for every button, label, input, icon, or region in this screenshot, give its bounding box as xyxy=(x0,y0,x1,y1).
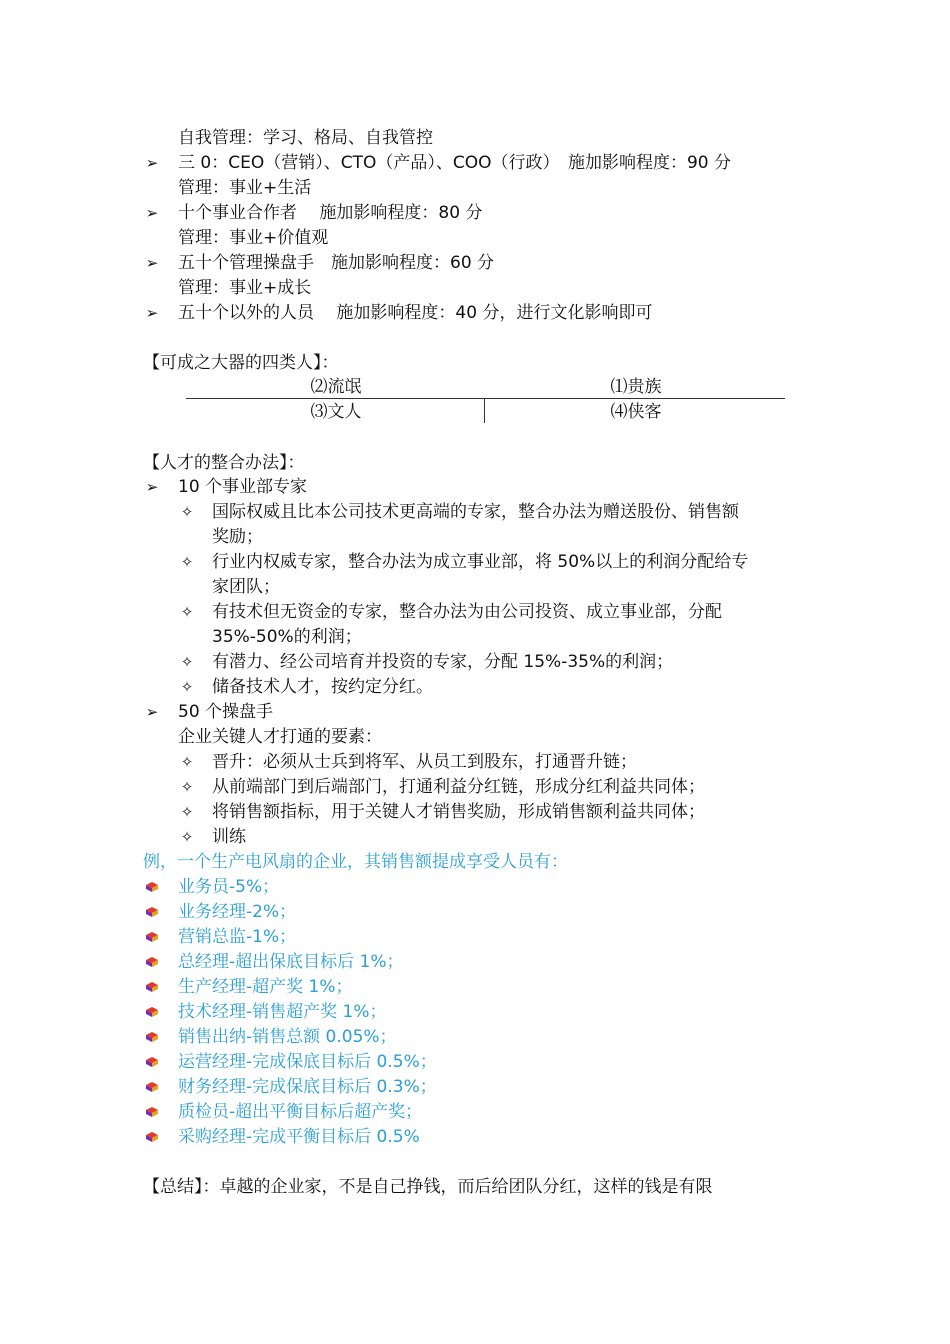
book-bullet-icon xyxy=(145,1131,159,1143)
example-item: 业务员-5%； xyxy=(178,877,280,897)
text-line: 自我管理：学习、格局、自我管控 xyxy=(178,128,433,148)
book-bullet-icon xyxy=(145,981,159,993)
example-item: 销售出纳-销售总额 0.05%； xyxy=(178,1027,397,1047)
book-bullet-icon xyxy=(145,881,159,893)
book-bullet-icon xyxy=(145,1106,159,1118)
table-cell: ⑵流氓 xyxy=(310,377,362,397)
book-bullet-icon xyxy=(145,1006,159,1018)
list-item-cont: 奖励； xyxy=(212,527,263,547)
book-bullet-icon xyxy=(145,1031,159,1043)
example-item: 营销总监-1%； xyxy=(178,927,297,947)
list-item: 50 个操盘手 xyxy=(178,702,274,722)
diamond-bullet-icon: ✧ xyxy=(180,503,194,521)
list-item: 晋升：必须从士兵到将军、从员工到股东，打通晋升链； xyxy=(212,752,637,772)
list-item: 三 0：CEO（营销）、CTO（产品）、COO（行政） 施加影响程度：90 分 xyxy=(178,153,732,173)
list-item: 国际权威且比本公司技术更高端的专家，整合办法为赠送股份、销售额 xyxy=(212,502,739,522)
example-item: 质检员-超出平衡目标后超产奖； xyxy=(178,1102,423,1122)
book-bullet-icon xyxy=(145,1081,159,1093)
list-item: 储备技术人才，按约定分红。 xyxy=(212,677,433,697)
table-cell: ⑶文人 xyxy=(310,402,362,422)
book-bullet-icon xyxy=(145,931,159,943)
section-heading: 【人才的整合办法】： xyxy=(143,453,305,473)
arrow-bullet-icon: ➢ xyxy=(145,254,159,272)
example-item: 技术经理-销售超产奖 1%； xyxy=(178,1002,387,1022)
list-item: 十个事业合作者 施加影响程度：80 分 xyxy=(178,203,483,223)
book-bullet-icon xyxy=(145,956,159,968)
list-item-sub: 管理：事业+价值观 xyxy=(178,228,329,248)
table-divider xyxy=(186,398,785,399)
list-item-cont: 家团队； xyxy=(212,577,280,597)
diamond-bullet-icon: ✧ xyxy=(180,828,194,846)
table-cell: ⑷侠客 xyxy=(610,402,662,422)
list-item-cont: 35%-50%的利润； xyxy=(212,627,362,647)
example-item: 运营经理-完成保底目标后 0.5%； xyxy=(178,1052,437,1072)
example-item: 采购经理-完成平衡目标后 0.5% xyxy=(178,1127,420,1147)
list-item-sub: 管理：事业+成长 xyxy=(178,278,312,298)
list-item: 五十个管理操盘手 施加影响程度：60 分 xyxy=(178,253,495,273)
diamond-bullet-icon: ✧ xyxy=(180,653,194,671)
arrow-bullet-icon: ➢ xyxy=(145,204,159,222)
summary-text: 【总结】：卓越的企业家，不是自己挣钱，而后给团队分红，这样的钱是有限 xyxy=(143,1177,713,1197)
example-item: 业务经理-2%； xyxy=(178,902,297,922)
book-bullet-icon xyxy=(145,906,159,918)
arrow-bullet-icon: ➢ xyxy=(145,154,159,172)
example-item: 财务经理-完成保底目标后 0.3%； xyxy=(178,1077,437,1097)
example-item: 生产经理-超产奖 1%； xyxy=(178,977,353,997)
example-item: 总经理-超出保底目标后 1%； xyxy=(178,952,404,972)
list-subtitle: 企业关键人才打通的要素： xyxy=(178,727,382,747)
list-item: 行业内权威专家，整合办法为成立事业部，将 50%以上的利润分配给专 xyxy=(212,552,749,572)
diamond-bullet-icon: ✧ xyxy=(180,553,194,571)
list-item: 从前端部门到后端部门，打通利益分红链，形成分红利益共同体； xyxy=(212,777,705,797)
section-heading: 【可成之大器的四类人】： xyxy=(143,353,339,373)
table-cell: ⑴贵族 xyxy=(610,377,662,397)
arrow-bullet-icon: ➢ xyxy=(145,478,159,496)
diamond-bullet-icon: ✧ xyxy=(180,778,194,796)
list-item-sub: 管理：事业+生活 xyxy=(178,178,312,198)
list-item: 训练 xyxy=(212,827,246,847)
list-item: 有技术但无资金的专家，整合办法为由公司投资、成立事业部，分配 xyxy=(212,602,722,622)
arrow-bullet-icon: ➢ xyxy=(145,703,159,721)
list-item: 将销售额指标，用于关键人才销售奖励，形成销售额利益共同体； xyxy=(212,802,705,822)
example-heading: 例，一个生产电风扇的企业，其销售额提成享受人员有： xyxy=(143,852,568,872)
diamond-bullet-icon: ✧ xyxy=(180,678,194,696)
diamond-bullet-icon: ✧ xyxy=(180,753,194,771)
book-bullet-icon xyxy=(145,1056,159,1068)
list-item: 五十个以外的人员 施加影响程度：40 分，进行文化影响即可 xyxy=(178,303,653,323)
list-item: 10 个事业部专家 xyxy=(178,477,308,497)
diamond-bullet-icon: ✧ xyxy=(180,603,194,621)
list-item: 有潜力、经公司培育并投资的专家，分配 15%-35%的利润； xyxy=(212,652,674,672)
diamond-bullet-icon: ✧ xyxy=(180,803,194,821)
arrow-bullet-icon: ➢ xyxy=(145,304,159,322)
